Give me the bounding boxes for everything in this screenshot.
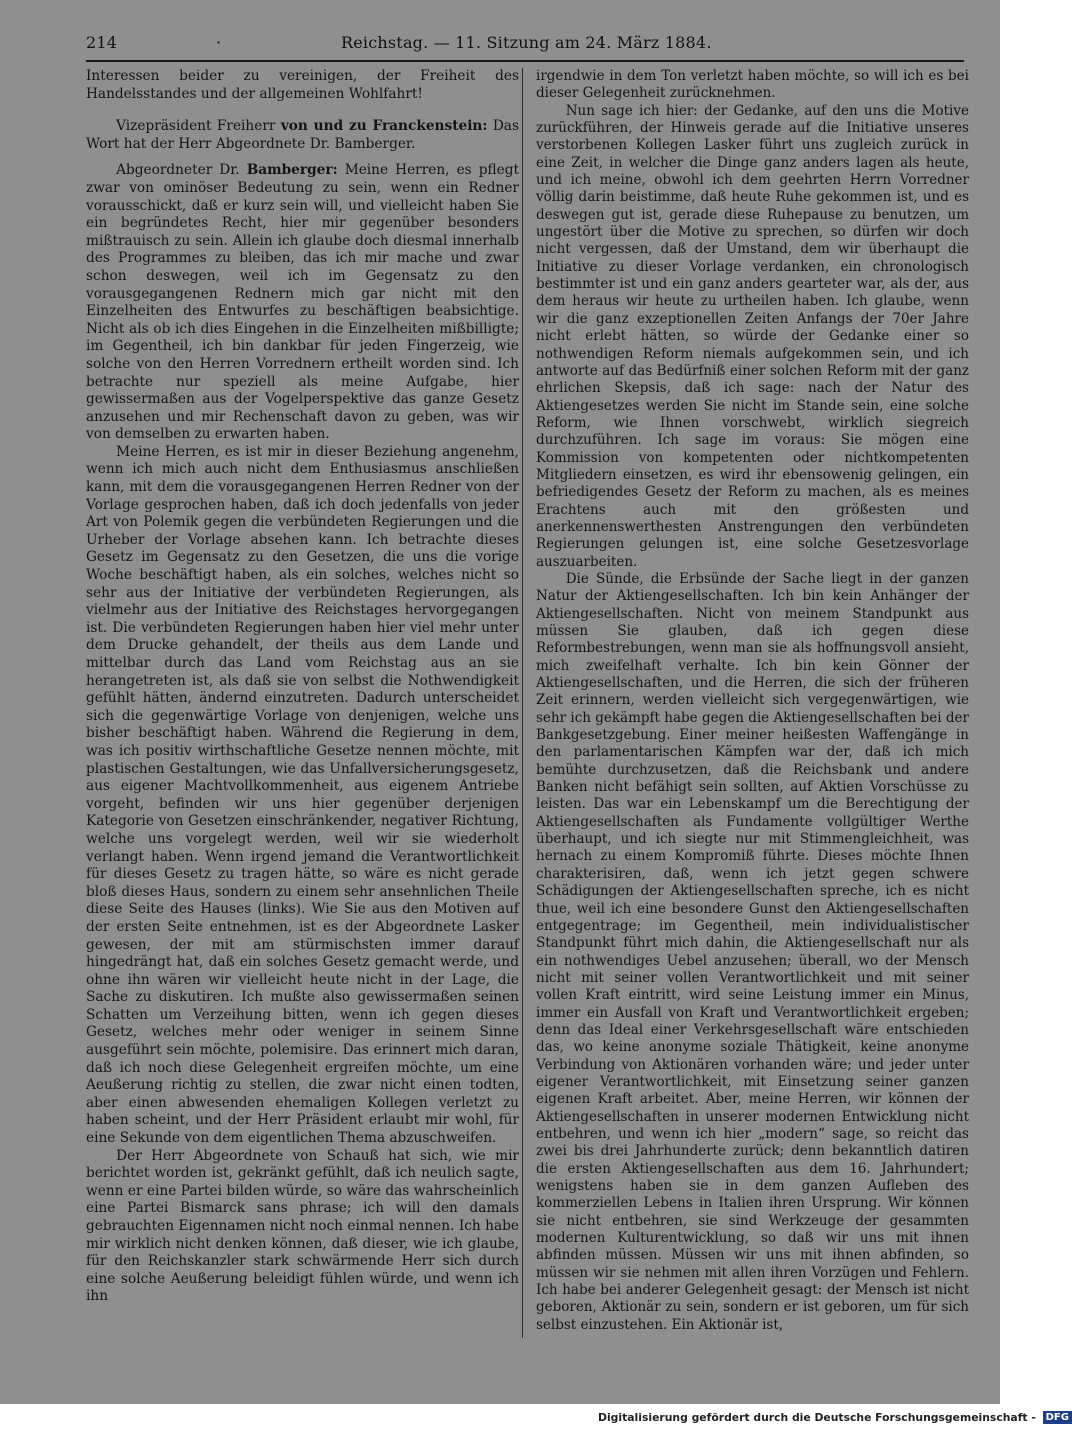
page-header <box>86 33 964 57</box>
paragraph-text: Meine Herren, es ist mir in dieser Beziehung angenehm, wenn ich mich auch nicht dem Enthusiasmus anschließen kann, mit dem die vorausgegangenen Herren Redner von der Vorlage gesprochen haben, daß ich doch jedenfalls von jeder Art von Polemik gegen die verbündeten Regierungen und die Urheber der Vorlage absehen kann. Ich betrachte dieses Gesetz im Gegensatz zu den Gesetzen, die uns die vorige Woche beschäftigt haben, als ein solches, welches nicht so sehr aus der Initiative der verbündeten Regierungen, als vielmehr aus der Initiative des Reichstages hervorgegangen ist. Die verbündeten Regierungen haben hier viel mehr unter dem Drucke gehandelt, der theils aus dem Lande und mittelbar durch das Land vom Reichstag aus an sie herangetreten ist, als daß sie von selbst die Nothwendigkeit gefühlt hätten, ändernd einzutreten. Dadurch unterscheidet sich die gegenwärtige Vorlage von denjenigen, welche uns bisher beschäftigt haben. Während die Regierung in dem, was ich positiv wirthschaftliche Gesetze nennen möchte, mit plastischen Gestaltungen, wie das Unfallversicherungsgesetz, aus eigener Machtvollkommenheit, aus eigenem Antriebe vorgeht, befinden wir uns hier gegenüber derjenigen Kategorie von Gesetzen einschränkender, negativer Richtung, welche uns vorgelegt werden, weil wir sie wiederholt verlangt haben. Wenn irgend jemand die Verantwortlichkeit für dieses Gesetz zu tragen hätte, so wäre es nicht gerade bloß dieses Haus, sondern zu einem sehr ansehnlichen Theile diese Seite des Hauses (links). Wie Sie aus den Motiven auf der ersten Seite entnehmen, ist es der Abgeordnete Lasker gewesen, der mit am stürmischsten immer darauf hingedrängt hat, daß ein solches Gesetz gemacht werde, und ohne ihn wären wir vielleicht heute nicht in der Lage, die Sache zu diskutiren. Ich mußte also gewissermaßen seinen Schatten um Verzeihung bitten, wenn ich gegen dieses Gesetz, welches mehr oder weniger in seinem Sinne ausgeführt sein möchte, polemisire. Das erinnert mich daran, daß ich noch diese Gelegenheit ergreifen möchte, um eine Aeußerung richtig zu stellen, die zwar nicht einen todten, aber einen abwesenden ehemaligen Kollegen verletzt zu haben scheint, und der Herr Präsident erlaubt mir wohl, für eine Sekunde von dem eigentlichen Thema abzuschweifen. <box>86 443 519 1147</box>
speaker-title: Vizepräsident Freiherr <box>116 118 281 135</box>
paragraph <box>536 68 969 103</box>
paragraph <box>86 444 519 1148</box>
speaker-name: Bamberger: <box>246 162 338 179</box>
paragraph <box>86 1148 519 1306</box>
paragraph <box>86 162 519 444</box>
paragraph-text: irgendwie in dem Ton verletzt haben möchte, so will ich es bei dieser Gelegenheit zurücknehmen. <box>536 68 969 102</box>
right-column <box>536 68 969 1334</box>
header-rule <box>86 60 964 62</box>
paragraph-text: Meine Herren, es pflegt zwar von ominöser Bedeutung zu sein, wenn ein Redner vorausschickt, daß er kurz sein will, und vielleicht haben Sie ein begründetes Recht, hier mir gegenüber besonders mißtrauisch zu sein. Allein ich glaube doch diesmal innerhalb des Programmes zu bleiben, das ich mir mache und zwar schon deswegen, weil ich im Gegensatz zu den vorausgegangenen Rednern mich gar nicht mit den Einzelheiten des Entwurfes zu beschäftigen beabsichtige. Nicht als ob ich dies Eingehen in die Einzelheiten mißbilligte; im Gegentheil, ich bin dankbar für jeden Fingerzeig, wie solche von den Herren Vorrednern ertheilt worden sind. Ich betrachte nur speziell als meine Aufgabe, hier gewissermaßen aus der Vogelperspektive das ganze Gesetz anzusehen und mir Rechenschaft davon zu geben, was wir von demselben zu erwarten haben. <box>86 162 519 443</box>
paragraph <box>86 68 519 103</box>
running-title: Reichstag. — 11. Sitzung am 24. März 1884. <box>341 33 712 52</box>
dfg-logo: DFG <box>1043 1411 1072 1424</box>
paragraph <box>86 118 519 153</box>
left-column <box>86 68 519 1306</box>
paragraph-text: Interessen beider zu vereinigen, der Freiheit des Handelsstandes und der allgemeinen Wohlfahrt! <box>86 68 519 102</box>
speaker-name: von und zu Franckenstein: <box>280 118 488 135</box>
footer-text: Digitalisierung gefördert durch die Deutsche Forschungsgemeinschaft - <box>598 1411 1036 1424</box>
paragraph-text: Der Herr Abgeordnete von Schauß hat sich, wie mir berichtet worden ist, gekränkt gefühlt, daß ich neulich sagte, wenn er eine Partei bilden würde, so wäre das wahrscheinlich eine Partei Bismarck sans phrase; ich will den damals gebrauchten Eigennamen nicht noch einmal nennen. Ich habe mir wirklich nicht denken können, daß dieser, wie ich glaube, für den Reichskanzler stark schwärmende Herr sich durch eine solche Aeußerung beleidigt fühlen würde, und wenn ich ihn <box>86 1147 519 1305</box>
header-separator: · <box>216 33 222 52</box>
column-divider <box>522 68 523 1338</box>
paragraph-text: Das Wort hat der Herr Abgeordnete Dr. Bamberger. <box>86 118 519 152</box>
digitization-footer <box>598 1411 1069 1427</box>
paragraph-text: Nun sage ich hier: der Gedanke, auf den uns die Motive zurückführen, der Hinweis gerade auf die Initiative unseres verstorbenen Kollegen Lasker führt uns zugleich zurück in eine Zeit, in welcher die Dinge ganz anders lagen als heute, und ich meine, obwohl ich dem geehrten Herrn Vorredner völlig darin beistimme, daß heute Ruhe gekommen ist, und es deswegen gut ist, gerade diese Ruhepause zu benutzen, um ungestört über die Motive zu sprechen, so dürfen wir doch nicht vergessen, daß der Umstand, dem wir überhaupt die Initiative zu dieser Vorlage verdanken, ein chronologisch bestimmter ist und ein ganz anders gearteter war, als der, aus dem heraus wir heute zu urtheilen haben. Ich glaube, wenn wir die ganz exzeptionellen Zeiten Anfangs der 70er Jahre nicht erlebt hätten, so würde der Gedanke einer so nothwendigen Reform niemals aufgekommen sein, und ich antworte auf das Bedürfniß einer solchen Reform mit der ganz ehrlichen Skepsis, daß ich sage: nach der Natur des Aktiengesetzes werden Sie nicht im Stande sein, eine solche Reform, wie Ihnen vorschwebt, wirklich siegreich durchzuführen. Ich sage im voraus: Sie mögen eine Kommission von kompetenten oder nichtkompetenten Mitgliedern einsetzen, es wird ihr ebensowenig gelingen, ein befriedigendes Gesetz der Reform zu machen, als es meines Erachtens auch mit den größesten und anerkennenswerthesten Anstrengungen den verbündeten Regierungen gelungen ist, eine solche Gesetzesvorlage auszuarbeiten. <box>536 102 969 570</box>
paragraph <box>536 571 969 1334</box>
paragraph <box>536 103 969 571</box>
paragraph-text: Die Sünde, die Erbsünde der Sache liegt in der ganzen Natur der Aktiengesellschaften. Ich bin kein Anhänger der Aktiengesellschaften. Nicht von meinem Standpunkt aus müssen Sie glauben, daß ich gegen diese Reformbestrebungen, wenn man sie als hoffnungsvoll ansieht, mich zweifelhaft verhalte. Ich bin kein Gönner der Aktiengesellschaften, und die Herren, die sich der früheren Zeit erinnern, werden vielleicht sich vergegenwärtigen, wie sehr ich gekämpft habe gegen die Aktiengesellschaften bei der Bankgesetzgebung. Einer meiner heißesten Waffengänge in den parlamentarischen Kämpfen war der, daß ich mich bemühte durchzusetzen, daß die Reichsbank und andere Banken nicht befähigt sein sollten, auf Aktien Vorschüsse zu leisten. Das war ein Lebenskampf um die Berechtigung der Aktiengesellschaften als Fundamente vollgültiger Werthe überhaupt, und ich siegte nur mit Stimmengleichheit, was hernach zu einem Kompromiß führte. Dieses möchte Ihnen charakterisiren, daß, wenn ich jetzt gegen schwere Schädigungen der Aktiengesellschaften spreche, ich es nicht thue, weil ich eine besondere Gunst den Aktiengesellschaften entgegentrage; im Gegentheil, mein individualistischer Standpunkt führt mich dahin, die Aktiengesellschaft nur als ein nothwendiges Uebel anzusehen; überall, wo der Mensch nicht mit seiner vollen Verantwortlichkeit und mit seiner vollen Kraft eintritt, wird seine Leistung immer ein Minus, immer ein Ausfall von Kraft und Verantwortlichkeit ergeben; denn das Ideal einer Verkehrsgesellschaft wäre entschieden das, wo keine anonyme soziale Thätigkeit, keine anonyme Verbindung von Aktionären vorhanden wäre; und jeder unter eigener Verantwortlichkeit, mit Einsetzung seiner ganzen eigenen Kraft arbeitet. Aber, meine Herren, wir können der Aktiengesellschaften in unserer modernen Entwicklung nicht entbehren, und wenn ich hier „modern“ sage, so reicht das zwei bis drei Jahrhunderte zurück; denn bekanntlich datiren die ersten Aktiengesellschaften aus dem 16. Jahrhundert; wenigstens haben sie in dem ganzen Aufleben des kommerziellen Lebens in Italien ihren Ursprung. Wir können sie nicht entbehren, sie sind Werkzeuge der gesammten modernen Kulturentwicklung, so daß wir uns mit ihnen abfinden müssen. Müssen wir uns mit ihnen abfinden, so müssen wir sie nehmen mit allen ihren Vorzügen und Fehlern. Ich habe bei anderer Gelegenheit gesagt: der Mensch ist nicht geboren, Aktionär zu sein, sondern er ist geboren, um für sich selbst einzustehen. Ein Aktionär ist, <box>536 570 969 1333</box>
speaker-title: Abgeordneter Dr. <box>116 162 247 179</box>
page-number: 214 <box>86 33 118 52</box>
